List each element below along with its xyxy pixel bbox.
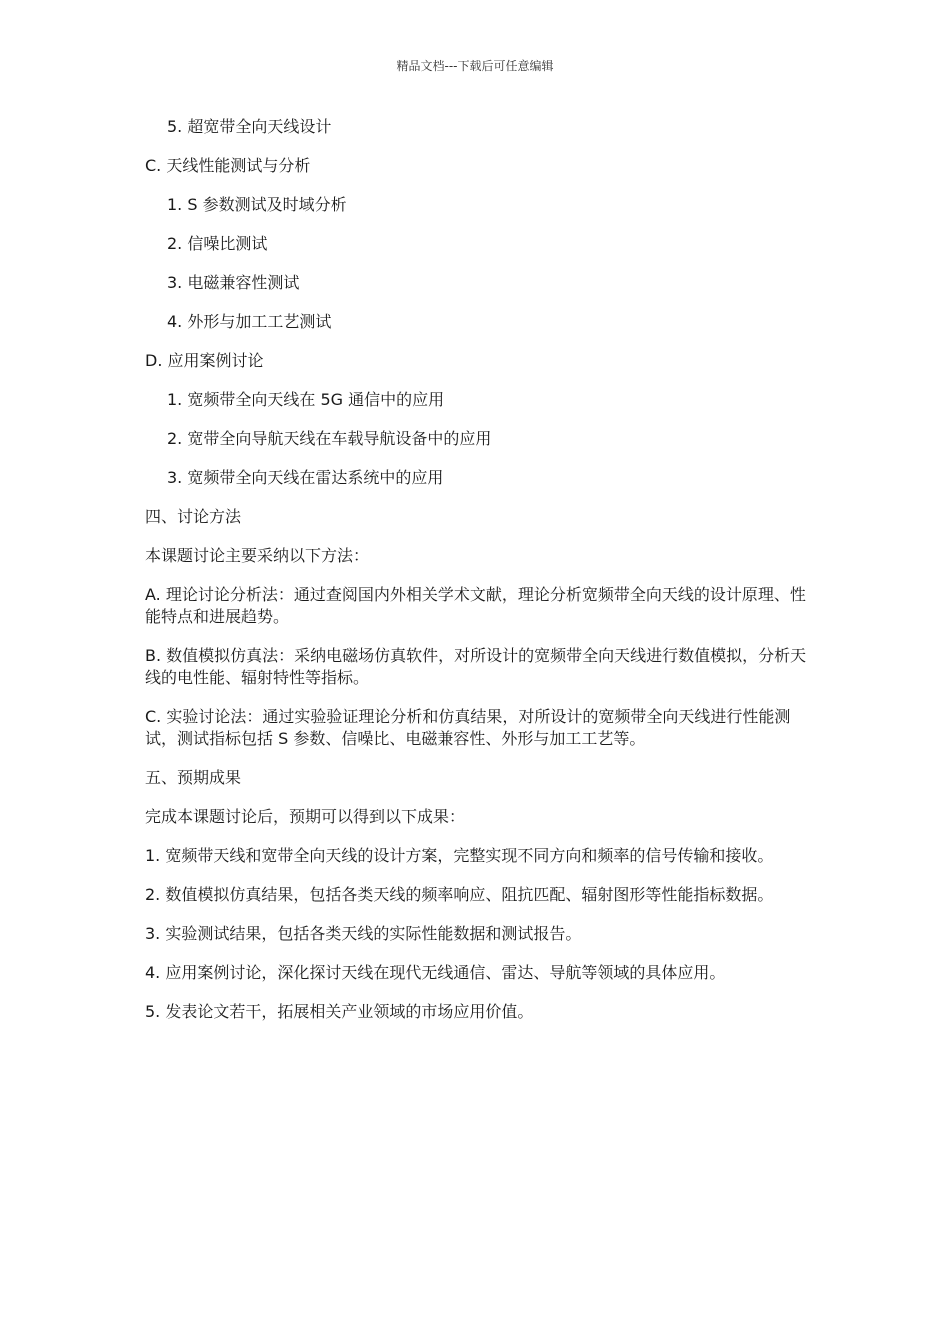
list-item-d2: 2. 宽带全向导航天线在车载导航设备中的应用 [167,429,492,448]
section-d-heading: D. 应用案例讨论 [145,351,264,370]
methods-intro: 本课题讨论主要采纳以下方法： [145,546,370,565]
result-2-paragraph: 2. 数值模拟仿真结果，包括各类天线的频率响应、阻抗匹配、辐射图形等性能指标数据。 [145,885,774,904]
heading-methods: 四、讨论方法 [145,507,242,526]
list-item-c1: 1. S 参数测试及时域分析 [167,195,347,214]
list-item-d1: 1. 宽频带全向天线在 5G 通信中的应用 [167,390,445,409]
method-c-paragraph: C. 实验讨论法：通过实验验证理论分析和仿真结果，对所设计的宽频带全向天线进行性能测试，测试指标包括 S 参数、信噪比、电磁兼容性、外形与加工工艺等。 [145,707,791,748]
list-item-c4: 4. 外形与加工工艺测试 [167,312,332,331]
list-item-c2: 2. 信噪比测试 [167,234,268,253]
result-1-paragraph: 1. 宽频带天线和宽带全向天线的设计方案，完整实现不同方向和频率的信号传输和接收。 [145,846,774,865]
list-item-d3: 3. 宽频带全向天线在雷达系统中的应用 [167,468,444,487]
results-intro: 完成本课题讨论后，预期可以得到以下成果： [145,807,466,826]
result-3-paragraph: 3. 实验测试结果，包括各类天线的实际性能数据和测试报告。 [145,924,582,943]
method-b-paragraph: B. 数值模拟仿真法：采纳电磁场仿真软件，对所设计的宽频带全向天线进行数值模拟，分析天线的电性能、辐射特性等指标。 [145,646,807,687]
result-5-paragraph: 5. 发表论文若干，拓展相关产业领域的市场应用价值。 [145,1002,534,1021]
result-4-paragraph: 4. 应用案例讨论，深化探讨天线在现代无线通信、雷达、导航等领域的具体应用。 [145,963,726,982]
document-body [145,116,810,1040]
page-header: 精品文档---下载后可任意编辑 [396,59,554,73]
method-a-paragraph: A. 理论讨论分析法：通过查阅国内外相关学术文献，理论分析宽频带全向天线的设计原理、性能特点和进展趋势。 [145,585,806,626]
list-item-c3: 3. 电磁兼容性测试 [167,273,300,292]
section-c-heading: C. 天线性能测试与分析 [145,156,311,175]
heading-expected-results: 五、预期成果 [145,768,242,787]
list-item-b5: 5. 超宽带全向天线设计 [167,117,332,136]
